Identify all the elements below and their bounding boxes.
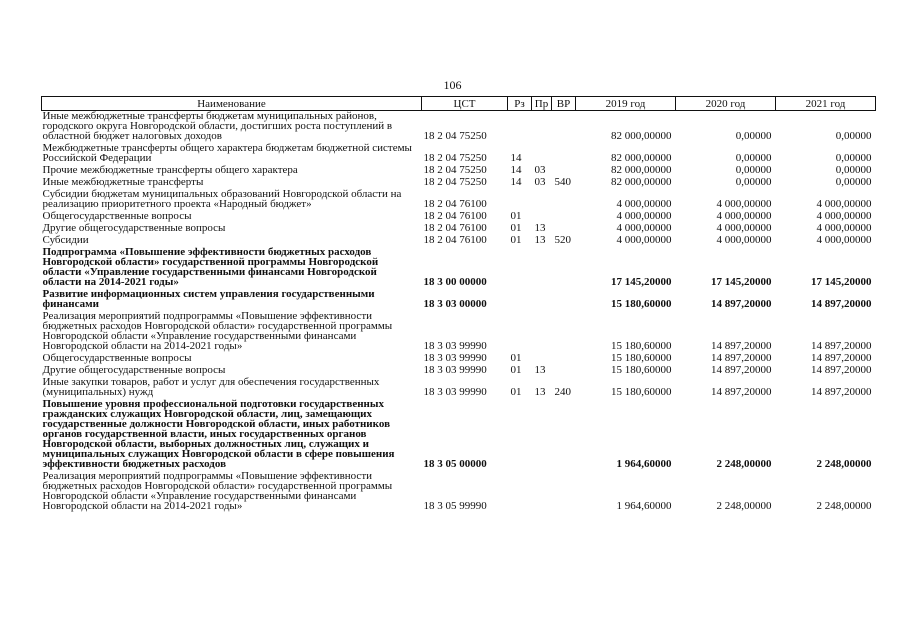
column-header-vr: ВР xyxy=(552,97,576,111)
row-pr: 13 xyxy=(534,365,546,376)
row-amount-2020: 14 897,20000 xyxy=(711,386,772,398)
table-row xyxy=(42,399,876,471)
table-row xyxy=(42,223,876,235)
row-amount-2019: 82 000,00000 xyxy=(611,165,672,176)
table-row xyxy=(42,247,876,289)
row-name: Межбюджетные трансферты общего характера бюджетам бюджетной системы Российской Федерации xyxy=(42,143,412,164)
row-amount-2020: 0,00000 xyxy=(735,177,772,188)
table-row xyxy=(42,111,876,144)
row-amount-2019: 4 000,00000 xyxy=(616,211,672,222)
row-amount-2021: 14 897,20000 xyxy=(811,298,872,310)
row-amount-2019: 15 180,60000 xyxy=(611,386,672,398)
row-rz xyxy=(508,247,532,289)
row-vr xyxy=(552,247,576,289)
budget-table xyxy=(41,96,876,513)
row-rz xyxy=(508,289,532,311)
row-pr: 13 xyxy=(534,223,546,234)
table-row xyxy=(42,365,876,377)
row-amount-2021: 4 000,00000 xyxy=(816,235,872,246)
row-cst: 18 3 05 00000 xyxy=(423,458,487,470)
row-amount-2021: 14 897,20000 xyxy=(811,340,872,352)
row-vr xyxy=(552,165,576,177)
row-name: Другие общегосударственные вопросы xyxy=(42,223,226,234)
row-amount-2020: 4 000,00000 xyxy=(716,223,772,234)
row-amount-2021: 14 897,20000 xyxy=(811,353,872,364)
row-vr xyxy=(552,111,576,144)
row-vr: 240 xyxy=(554,386,571,398)
row-name: Иные межбюджетные трансферты xyxy=(42,177,204,188)
row-amount-2019: 15 180,60000 xyxy=(611,298,672,310)
row-cst: 18 3 03 99990 xyxy=(423,353,487,364)
row-amount-2021: 14 897,20000 xyxy=(811,386,872,398)
row-vr xyxy=(552,471,576,513)
row-rz: 01 xyxy=(510,211,522,222)
row-amount-2021: 17 145,20000 xyxy=(811,276,872,288)
table-row xyxy=(42,165,876,177)
row-amount-2020: 14 897,20000 xyxy=(711,340,772,352)
row-pr xyxy=(532,111,552,144)
row-pr xyxy=(532,143,552,165)
row-rz xyxy=(508,471,532,513)
row-amount-2021: 4 000,00000 xyxy=(816,211,872,222)
row-pr xyxy=(532,289,552,311)
row-pr xyxy=(532,311,552,353)
table-row xyxy=(42,177,876,189)
column-header-rz: Рз xyxy=(508,97,532,111)
row-amount-2020: 14 897,20000 xyxy=(711,365,772,376)
row-cst: 18 3 03 00000 xyxy=(423,298,487,310)
row-cst: 18 2 04 75250 xyxy=(423,165,487,176)
row-amount-2019: 15 180,60000 xyxy=(611,353,672,364)
row-amount-2019: 4 000,00000 xyxy=(616,223,672,234)
table-row xyxy=(42,143,876,165)
row-cst: 18 3 03 99990 xyxy=(423,340,487,352)
row-pr: 03 xyxy=(534,177,546,188)
row-amount-2021: 0,00000 xyxy=(835,177,872,188)
row-name: Иные закупки товаров, работ и услуг для обеспечения государственных (муниципальных) нужд xyxy=(42,377,380,398)
row-amount-2019: 15 180,60000 xyxy=(611,340,672,352)
row-cst: 18 3 03 99990 xyxy=(423,365,487,376)
table-row xyxy=(42,471,876,513)
row-name: Подпрограмма «Повышение эффективности бюджетных расходов Новгородской области» государственной программы Новгородской области «Управление государственными финансами Новгородской области на 2014-2021 годы» xyxy=(42,247,379,288)
row-name: Прочие межбюджетные трансферты общего характера xyxy=(42,165,298,176)
row-name: Субсидии бюджетам муниципальных образований Новгородской области на реализацию приоритетного проекта «Народный бюджет» xyxy=(42,189,402,210)
row-pr: 03 xyxy=(534,165,546,176)
row-amount-2021: 0,00000 xyxy=(835,152,872,164)
row-amount-2019: 4 000,00000 xyxy=(616,198,672,210)
column-header-cst: ЦСТ xyxy=(422,97,508,111)
row-rz: 01 xyxy=(510,365,522,376)
row-rz xyxy=(508,189,532,211)
row-vr xyxy=(552,311,576,353)
row-amount-2019: 4 000,00000 xyxy=(616,235,672,246)
table-row xyxy=(42,353,876,365)
column-header-2020: 2020 год xyxy=(676,97,776,111)
table-row xyxy=(42,211,876,223)
table-row xyxy=(42,311,876,353)
table-header-row xyxy=(42,97,876,111)
row-rz: 01 xyxy=(510,235,522,246)
row-vr xyxy=(552,189,576,211)
row-vr xyxy=(552,211,576,223)
row-amount-2019: 1 964,60000 xyxy=(616,500,672,512)
row-name: Общегосударственные вопросы xyxy=(42,211,192,222)
row-amount-2021: 14 897,20000 xyxy=(811,365,872,376)
row-amount-2020: 2 248,00000 xyxy=(716,458,772,470)
row-cst: 18 2 04 76100 xyxy=(423,211,487,222)
page-number: 106 xyxy=(443,78,462,92)
row-amount-2021: 2 248,00000 xyxy=(816,500,872,512)
table-row xyxy=(42,235,876,247)
row-amount-2019: 1 964,60000 xyxy=(616,458,672,470)
row-rz xyxy=(508,111,532,144)
row-cst: 18 3 00 00000 xyxy=(423,276,487,288)
row-name: Реализация мероприятий подпрограммы «Повышение эффективности бюджетных расходов Новгородской области» государственной программы Новгородской области «Управление государственными финансами Новгородской области на 2014-2021 годы» xyxy=(42,471,393,512)
row-vr xyxy=(552,365,576,377)
row-pr: 13 xyxy=(534,235,546,246)
row-rz: 14 xyxy=(510,177,522,188)
table-body xyxy=(42,111,876,514)
row-rz: 14 xyxy=(510,165,522,176)
row-amount-2019: 82 000,00000 xyxy=(611,152,672,164)
row-amount-2020: 4 000,00000 xyxy=(716,198,772,210)
row-amount-2019: 15 180,60000 xyxy=(611,365,672,376)
row-vr xyxy=(552,399,576,471)
row-amount-2020: 14 897,20000 xyxy=(711,353,772,364)
row-vr xyxy=(552,353,576,365)
row-amount-2021: 2 248,00000 xyxy=(816,458,872,470)
column-header-name: Наименование xyxy=(42,97,422,111)
row-rz: 14 xyxy=(510,152,522,164)
row-name: Повышение уровня профессиональной подготовки государственных гражданских служащих Новгородской области, лиц, замещающих государственные должности Новгородской области, иных работников органов государственной власти, иных государственных органов Новгородской области, выборных должностных лиц, служащих и муниципальных служащих Новгородской области в сфере повышения эффективности бюджетных расходов xyxy=(42,399,395,470)
row-amount-2021: 4 000,00000 xyxy=(816,223,872,234)
row-amount-2019: 17 145,20000 xyxy=(611,276,672,288)
row-vr: 520 xyxy=(554,235,571,246)
row-rz: 01 xyxy=(510,386,522,398)
column-header-2021: 2021 год xyxy=(776,97,876,111)
row-cst: 18 2 04 76100 xyxy=(423,235,487,246)
row-cst: 18 3 05 99990 xyxy=(423,500,487,512)
column-header-2019: 2019 год xyxy=(576,97,676,111)
row-cst: 18 2 04 76100 xyxy=(423,223,487,234)
row-vr xyxy=(552,223,576,235)
row-amount-2020: 0,00000 xyxy=(735,165,772,176)
table-row xyxy=(42,189,876,211)
row-amount-2020: 2 248,00000 xyxy=(716,500,772,512)
row-amount-2021: 0,00000 xyxy=(835,165,872,176)
table-row xyxy=(42,377,876,399)
row-cst: 18 2 04 75250 xyxy=(423,130,487,142)
row-amount-2020: 4 000,00000 xyxy=(716,235,772,246)
row-cst: 18 2 04 76100 xyxy=(423,198,487,210)
row-pr xyxy=(532,353,552,365)
row-rz: 01 xyxy=(510,353,522,364)
row-amount-2019: 82 000,00000 xyxy=(611,130,672,142)
row-vr: 540 xyxy=(554,177,571,188)
row-pr xyxy=(532,189,552,211)
row-vr xyxy=(552,143,576,165)
row-amount-2019: 82 000,00000 xyxy=(611,177,672,188)
row-pr xyxy=(532,399,552,471)
row-name: Иные межбюджетные трансферты бюджетам муниципальных районов, городского округа Новгородской области, достигших роста поступлений в областной бюджет налоговых доходов xyxy=(42,110,393,142)
row-amount-2021: 0,00000 xyxy=(835,130,872,142)
row-name: Реализация мероприятий подпрограммы «Повышение эффективности бюджетных расходов Новгородской области» государственной программы Новгородской области «Управление государственными финансами Новгородской области на 2014-2021 годы» xyxy=(42,311,393,352)
row-amount-2020: 0,00000 xyxy=(735,130,772,142)
row-amount-2020: 17 145,20000 xyxy=(711,276,772,288)
row-cst: 18 2 04 75250 xyxy=(423,177,487,188)
row-rz xyxy=(508,311,532,353)
table-row xyxy=(42,289,876,311)
row-name: Субсидии xyxy=(42,235,89,246)
row-rz: 01 xyxy=(510,223,522,234)
row-pr xyxy=(532,247,552,289)
row-amount-2020: 14 897,20000 xyxy=(711,298,772,310)
row-cst: 18 3 03 99990 xyxy=(423,386,487,398)
row-amount-2020: 4 000,00000 xyxy=(716,211,772,222)
column-header-pr: Пр xyxy=(532,97,552,111)
row-cst: 18 2 04 75250 xyxy=(423,152,487,164)
row-pr xyxy=(532,211,552,223)
row-rz xyxy=(508,399,532,471)
row-pr xyxy=(532,471,552,513)
row-amount-2020: 0,00000 xyxy=(735,152,772,164)
row-pr: 13 xyxy=(534,386,546,398)
row-name: Общегосударственные вопросы xyxy=(42,353,192,364)
row-vr xyxy=(552,289,576,311)
row-name: Другие общегосударственные вопросы xyxy=(42,365,226,376)
row-name: Развитие информационных систем управления государственными финансами xyxy=(42,289,375,310)
row-amount-2021: 4 000,00000 xyxy=(816,198,872,210)
